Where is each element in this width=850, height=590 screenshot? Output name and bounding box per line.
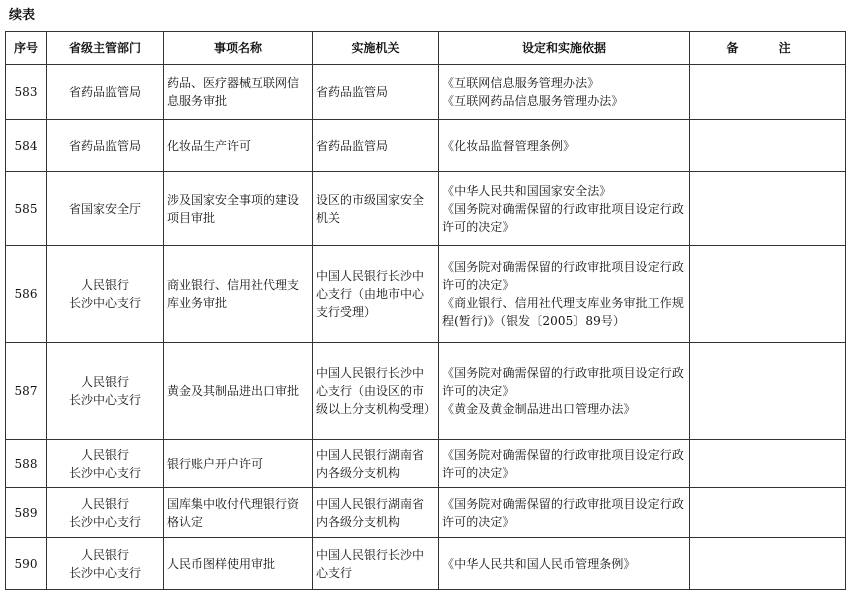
cell-basis <box>439 172 690 246</box>
cell-dept-line: 人民银行 <box>80 375 129 389</box>
cell-dept <box>47 65 164 120</box>
cell-dept <box>47 488 164 538</box>
cell-agency: 中国人民银行长沙中心支行 <box>313 538 439 590</box>
cell-basis <box>439 538 690 590</box>
header-basis: 设定和实施依据 <box>439 32 690 65</box>
cell-remark <box>690 488 846 538</box>
cell-basis <box>439 65 690 120</box>
cell-dept-line: 省药品监管局 <box>68 138 141 153</box>
cell-remark <box>690 343 846 440</box>
cell-remark <box>690 172 846 246</box>
cell-dept-line: 人民银行 <box>80 447 129 462</box>
cell-no: 589 <box>6 488 47 538</box>
cell-no: 588 <box>6 440 47 488</box>
cell-remark <box>690 65 846 120</box>
cell-basis-line: 《商业银行、信用社代理支库业务审批工作规程(暂行)》（银发〔2005〕89号） <box>442 296 685 328</box>
cell-agency: 中国人民银行长沙中心支行（由设区的市级以上分支机构受理） <box>313 343 439 440</box>
cell-remark <box>690 120 846 172</box>
table-row <box>6 172 846 246</box>
cell-basis-line: 《国务院对确需保留的行政审批项目设定行政许可的决定》 <box>442 260 685 292</box>
table-row <box>6 246 846 343</box>
cell-basis-line: 《黄金及黄金制品进出口管理办法》 <box>442 402 636 416</box>
cell-basis-line: 《互联网药品信息服务管理办法》 <box>442 94 624 108</box>
cell-basis-line: 《互联网信息服务管理办法》 <box>442 76 600 90</box>
cell-dept-line: 人民银行 <box>80 496 129 511</box>
cell-basis <box>439 246 690 343</box>
cell-basis <box>439 440 690 488</box>
cell-basis-line: 《国务院对确需保留的行政审批项目设定行政许可的决定》 <box>442 366 685 398</box>
approval-items-table <box>5 31 846 590</box>
cell-remark <box>690 538 846 590</box>
cell-basis-line: 《国务院对确需保留的行政审批项目设定行政许可的决定》 <box>442 496 685 529</box>
cell-agency: 设区的市级国家安全机关 <box>313 172 439 246</box>
cell-item: 药品、医疗器械互联网信息服务审批 <box>164 65 313 120</box>
cell-dept-line: 省药品监管局 <box>68 85 141 99</box>
table-row <box>6 343 846 440</box>
cell-dept <box>47 440 164 488</box>
cell-dept <box>47 120 164 172</box>
cell-agency: 中国人民银行湖南省内各级分支机构 <box>313 488 439 538</box>
cell-dept-line: 长沙中心支行 <box>68 514 141 529</box>
table-row <box>6 488 846 538</box>
cell-dept-line: 长沙中心支行 <box>68 565 141 580</box>
table-caption: 续表 <box>9 8 36 23</box>
cell-basis-line: 《中华人民共和国国家安全法》 <box>442 183 612 198</box>
cell-basis-line: 《中华人民共和国人民币管理条例》 <box>442 556 636 571</box>
cell-item: 黄金及其制品进出口审批 <box>164 343 313 440</box>
cell-dept <box>47 246 164 343</box>
cell-basis-line: 《国务院对确需保留的行政审批项目设定行政许可的决定》 <box>442 201 685 234</box>
cell-dept-line: 长沙中心支行 <box>68 393 141 407</box>
cell-item: 商业银行、信用社代理支库业务审批 <box>164 246 313 343</box>
cell-item: 国库集中收付代理银行资格认定 <box>164 488 313 538</box>
cell-dept-line: 省国家安全厅 <box>68 201 141 216</box>
table-row <box>6 538 846 590</box>
cell-no: 584 <box>6 120 47 172</box>
cell-no: 583 <box>6 65 47 120</box>
cell-no: 590 <box>6 538 47 590</box>
cell-no: 585 <box>6 172 47 246</box>
cell-agency: 省药品监管局 <box>313 65 439 120</box>
cell-no: 586 <box>6 246 47 343</box>
header-no: 序号 <box>6 32 47 65</box>
table-row <box>6 120 846 172</box>
header-remark: 备 注 <box>690 32 846 65</box>
cell-item: 涉及国家安全事项的建设项目审批 <box>164 172 313 246</box>
cell-dept-line: 人民银行 <box>80 278 129 292</box>
cell-basis <box>439 488 690 538</box>
cell-remark <box>690 440 846 488</box>
cell-item: 银行账户开户许可 <box>164 440 313 488</box>
cell-item: 化妆品生产许可 <box>164 120 313 172</box>
cell-no: 587 <box>6 343 47 440</box>
cell-agency: 中国人民银行湖南省内各级分支机构 <box>313 440 439 488</box>
table-row <box>6 65 846 120</box>
table-header-row <box>6 32 846 65</box>
cell-item: 人民币图样使用审批 <box>164 538 313 590</box>
cell-agency: 中国人民银行长沙中心支行（由地市中心支行受理） <box>313 246 439 343</box>
cell-basis-line: 《化妆品监督管理条例》 <box>442 138 576 153</box>
cell-dept <box>47 343 164 440</box>
header-agency: 实施机关 <box>313 32 439 65</box>
header-dept: 省级主管部门 <box>47 32 164 65</box>
cell-remark <box>690 246 846 343</box>
cell-dept <box>47 538 164 590</box>
cell-basis <box>439 343 690 440</box>
cell-basis <box>439 120 690 172</box>
cell-dept-line: 长沙中心支行 <box>68 465 141 480</box>
table-row <box>6 440 846 488</box>
cell-agency: 省药品监管局 <box>313 120 439 172</box>
cell-dept-line: 人民银行 <box>80 547 129 562</box>
header-item: 事项名称 <box>164 32 313 65</box>
cell-dept <box>47 172 164 246</box>
cell-basis-line: 《国务院对确需保留的行政审批项目设定行政许可的决定》 <box>442 447 685 480</box>
cell-dept-line: 长沙中心支行 <box>68 296 141 310</box>
